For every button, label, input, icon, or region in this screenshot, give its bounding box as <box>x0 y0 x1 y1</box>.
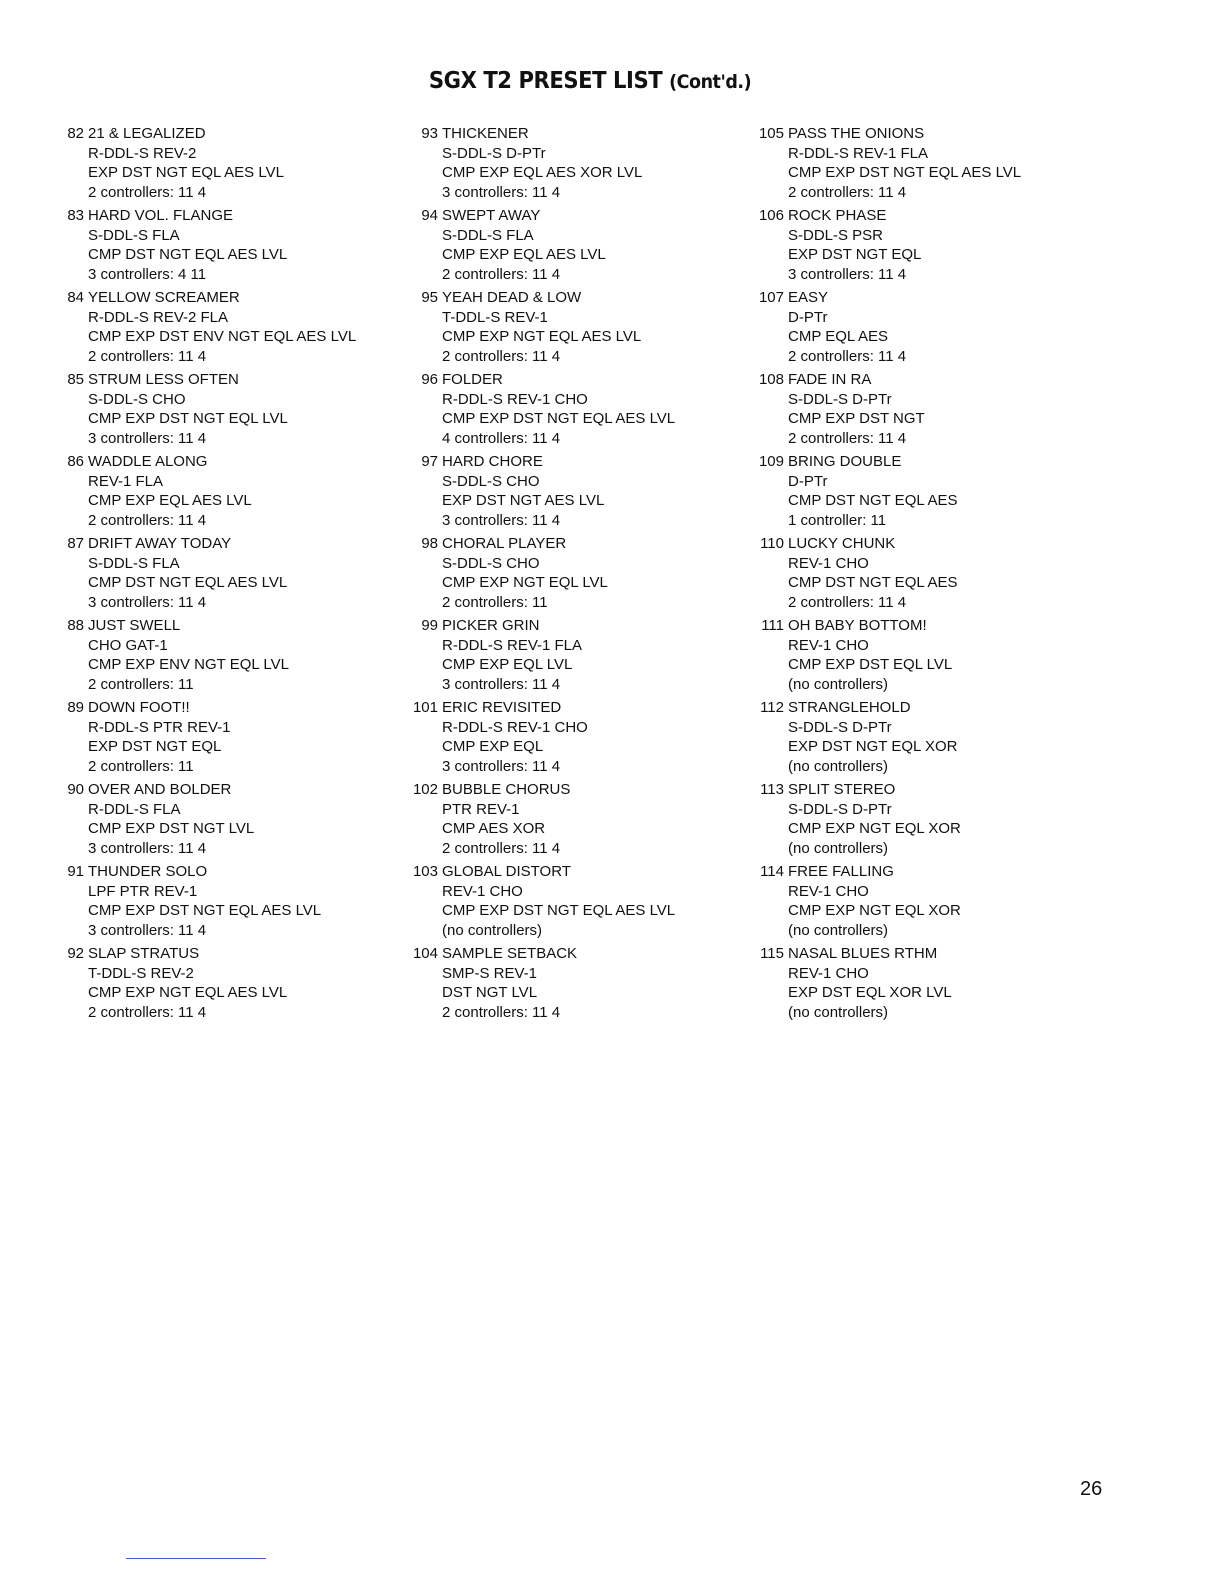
preset-name: HARD CHORE <box>442 453 543 470</box>
preset-entry <box>750 452 1110 530</box>
preset-effects: CMP EXP EQL AES LVL <box>88 492 252 509</box>
preset-routing: R-DDL-S REV-2 FLA <box>88 308 229 326</box>
preset-effects: EXP DST EQL XOR LVL <box>788 984 952 1001</box>
preset-routing: REV-1 CHO <box>788 554 869 572</box>
preset-number: 86 <box>67 453 84 470</box>
preset-entry <box>58 616 398 694</box>
preset-effects: CMP EXP DST NGT EQL AES LVL <box>88 902 322 919</box>
preset-details <box>442 452 740 530</box>
preset-routing: R-DDL-S REV-1 FLA <box>442 636 583 654</box>
preset-effects: CMP EXP DST NGT EQL AES LVL <box>788 164 1022 181</box>
preset-entry <box>750 124 1110 202</box>
preset-number: 82 <box>67 125 84 142</box>
preset-details <box>88 124 398 202</box>
preset-entry <box>404 370 740 448</box>
preset-details <box>788 698 1110 776</box>
preset-routing: R-DDL-S FLA <box>88 800 181 818</box>
preset-entry <box>404 206 740 284</box>
preset-details <box>788 206 1110 284</box>
preset-routing: S-DDL-S FLA <box>88 554 180 572</box>
preset-entry <box>404 944 740 1022</box>
preset-details <box>442 124 740 202</box>
preset-entry <box>404 124 740 202</box>
preset-controllers: 3 controllers: 11 4 <box>442 183 561 201</box>
preset-number: 88 <box>67 617 84 634</box>
preset-name: FREE FALLING <box>788 863 894 880</box>
preset-name: YEAH DEAD & LOW <box>442 289 582 306</box>
preset-entry <box>404 780 740 858</box>
preset-name: THICKENER <box>442 125 529 142</box>
preset-entry <box>58 698 398 776</box>
preset-name: BUBBLE CHORUS <box>442 781 571 798</box>
preset-details <box>788 452 1110 530</box>
preset-controllers: 2 controllers: 11 4 <box>442 839 561 857</box>
preset-controllers: (no controllers) <box>788 1003 889 1021</box>
preset-routing: R-DDL-S REV-1 CHO <box>442 718 588 736</box>
preset-number: 102 <box>412 781 438 798</box>
preset-name: PICKER GRIN <box>442 617 540 634</box>
preset-details <box>88 780 398 858</box>
preset-routing: S-DDL-S PSR <box>788 226 884 244</box>
preset-controllers: (no controllers) <box>788 675 889 693</box>
preset-number: 115 <box>760 945 784 962</box>
preset-details <box>88 616 398 694</box>
preset-number: 96 <box>421 371 438 388</box>
preset-effects: CMP EXP DST NGT EQL AES LVL <box>442 902 676 919</box>
preset-number: 104 <box>412 945 438 962</box>
preset-effects: CMP EXP EQL LVL <box>442 656 573 673</box>
page-title <box>47 68 1133 94</box>
preset-entry <box>404 288 740 366</box>
preset-effects: CMP EXP DST NGT EQL LVL <box>88 410 288 427</box>
preset-column-1 <box>58 124 398 1026</box>
preset-details <box>442 944 740 1022</box>
preset-name: LUCKY CHUNK <box>788 535 896 552</box>
preset-details <box>442 616 740 694</box>
preset-effects: CMP DST NGT EQL AES <box>788 574 958 591</box>
preset-effects: CMP EXP NGT EQL AES LVL <box>442 328 642 345</box>
preset-entry <box>750 534 1110 612</box>
preset-name: PASS THE ONIONS <box>788 125 925 142</box>
preset-details <box>788 124 1110 202</box>
preset-entry <box>404 452 740 530</box>
preset-name: OH BABY BOTTOM! <box>788 617 927 634</box>
preset-details <box>88 944 398 1022</box>
preset-entry <box>58 206 398 284</box>
preset-effects: CMP EXP DST ENV NGT EQL AES LVL <box>88 328 357 345</box>
preset-controllers: 2 controllers: 11 4 <box>88 347 207 365</box>
preset-number: 89 <box>67 699 84 716</box>
preset-name: DOWN FOOT!! <box>88 699 190 716</box>
preset-routing: PTR REV-1 <box>442 800 520 818</box>
preset-name: NASAL BLUES RTHM <box>788 945 938 962</box>
preset-entry <box>750 370 1110 448</box>
preset-name: DRIFT AWAY TODAY <box>88 535 232 552</box>
preset-name: 21 & LEGALIZED <box>88 125 206 142</box>
preset-number: 111 <box>761 617 784 634</box>
preset-controllers: (no controllers) <box>442 921 543 939</box>
preset-entry <box>58 862 398 940</box>
preset-details <box>442 780 740 858</box>
preset-number: 109 <box>758 453 784 470</box>
preset-entry <box>404 862 740 940</box>
preset-entry <box>750 206 1110 284</box>
preset-details <box>788 288 1110 366</box>
preset-number: 93 <box>421 125 438 142</box>
preset-details <box>442 288 740 366</box>
preset-controllers: 2 controllers: 11 <box>442 593 548 611</box>
preset-effects: CMP EXP NGT EQL AES LVL <box>88 984 288 1001</box>
preset-routing: REV-1 CHO <box>788 964 869 982</box>
preset-entry <box>750 780 1110 858</box>
footer-rule <box>126 1558 266 1559</box>
preset-details <box>88 452 398 530</box>
preset-details <box>88 288 398 366</box>
preset-routing: D-PTr <box>788 308 828 326</box>
preset-number: 106 <box>758 207 784 224</box>
preset-number: 83 <box>67 207 84 224</box>
preset-routing: CHO GAT-1 <box>88 636 168 654</box>
preset-name: FADE IN RA <box>788 371 872 388</box>
preset-entry <box>58 534 398 612</box>
preset-effects: EXP DST NGT EQL <box>788 246 922 263</box>
preset-name: SPLIT STEREO <box>788 781 896 798</box>
preset-routing: REV-1 CHO <box>788 636 869 654</box>
preset-name: EASY <box>788 289 829 306</box>
preset-number: 91 <box>67 863 84 880</box>
preset-controllers: (no controllers) <box>788 757 889 775</box>
preset-controllers: 3 controllers: 11 4 <box>442 675 561 693</box>
preset-name: GLOBAL DISTORT <box>442 863 571 880</box>
preset-name: YELLOW SCREAMER <box>88 289 240 306</box>
preset-entry <box>750 862 1110 940</box>
preset-details <box>88 534 398 612</box>
preset-number: 97 <box>421 453 438 470</box>
preset-effects: EXP DST NGT EQL <box>88 738 222 755</box>
preset-controllers: 4 controllers: 11 4 <box>442 429 561 447</box>
preset-details <box>788 862 1110 940</box>
preset-routing: R-DDL-S PTR REV-1 <box>88 718 231 736</box>
preset-controllers: 2 controllers: 11 4 <box>88 511 207 529</box>
preset-routing: S-DDL-S D-PTr <box>788 800 892 818</box>
preset-name: HARD VOL. FLANGE <box>88 207 234 224</box>
preset-details <box>788 944 1110 1022</box>
preset-name: STRANGLEHOLD <box>788 699 911 716</box>
preset-controllers: 2 controllers: 11 4 <box>788 183 907 201</box>
preset-number: 99 <box>421 617 438 634</box>
preset-number: 95 <box>421 289 438 306</box>
preset-routing: R-DDL-S REV-1 FLA <box>788 144 929 162</box>
preset-effects: CMP DST NGT EQL AES LVL <box>88 246 288 263</box>
preset-routing: T-DDL-S REV-2 <box>88 964 194 982</box>
preset-number: 112 <box>760 699 784 716</box>
preset-effects: EXP DST NGT EQL XOR <box>788 738 958 755</box>
preset-controllers: 3 controllers: 11 4 <box>88 839 207 857</box>
preset-controllers: 2 controllers: 11 4 <box>788 429 907 447</box>
preset-number: 90 <box>67 781 84 798</box>
preset-entry <box>750 288 1110 366</box>
preset-name: OVER AND BOLDER <box>88 781 232 798</box>
preset-controllers: 3 controllers: 11 4 <box>442 511 561 529</box>
preset-number: 105 <box>758 125 784 142</box>
preset-routing: SMP-S REV-1 <box>442 964 538 982</box>
preset-details <box>88 698 398 776</box>
preset-effects: CMP EXP ENV NGT EQL LVL <box>88 656 289 673</box>
preset-routing: S-DDL-S FLA <box>88 226 180 244</box>
preset-details <box>788 780 1110 858</box>
preset-number: 84 <box>67 289 84 306</box>
preset-effects: CMP DST NGT EQL AES <box>788 492 958 509</box>
preset-name: JUST SWELL <box>88 617 181 634</box>
preset-effects: CMP DST NGT EQL AES LVL <box>88 574 288 591</box>
preset-entry <box>58 452 398 530</box>
preset-entry <box>750 698 1110 776</box>
preset-routing: D-PTr <box>788 472 828 490</box>
preset-controllers: 2 controllers: 11 4 <box>88 1003 207 1021</box>
preset-controllers: 3 controllers: 4 11 <box>88 265 207 283</box>
preset-routing: S-DDL-S D-PTr <box>788 718 892 736</box>
preset-number: 114 <box>760 863 784 880</box>
preset-name: SLAP STRATUS <box>88 945 200 962</box>
preset-name: SAMPLE SETBACK <box>442 945 578 962</box>
preset-routing: S-DDL-S D-PTr <box>442 144 546 162</box>
preset-number: 110 <box>760 535 784 552</box>
preset-number: 92 <box>67 945 84 962</box>
preset-effects: CMP EXP DST EQL LVL <box>788 656 953 673</box>
preset-details <box>88 862 398 940</box>
preset-entry <box>404 698 740 776</box>
preset-routing: S-DDL-S D-PTr <box>788 390 892 408</box>
preset-details <box>788 616 1110 694</box>
preset-name: CHORAL PLAYER <box>442 535 567 552</box>
preset-effects: CMP EXP NGT EQL XOR <box>788 820 961 837</box>
preset-effects: EXP DST NGT AES LVL <box>442 492 605 509</box>
preset-routing: S-DDL-S CHO <box>442 472 540 490</box>
preset-details <box>442 206 740 284</box>
preset-controllers: 2 controllers: 11 4 <box>788 347 907 365</box>
page-title-suffix: (Cont'd.) <box>669 71 752 93</box>
preset-routing: R-DDL-S REV-2 <box>88 144 197 162</box>
preset-number: 94 <box>421 207 438 224</box>
page-title-main: SGX T2 PRESET LIST <box>428 68 663 94</box>
preset-column-2 <box>404 124 740 1026</box>
preset-controllers: 2 controllers: 11 4 <box>442 1003 561 1021</box>
preset-controllers: 2 controllers: 11 4 <box>788 593 907 611</box>
preset-number: 85 <box>67 371 84 388</box>
preset-details <box>88 206 398 284</box>
preset-entry <box>58 780 398 858</box>
preset-number: 103 <box>412 863 438 880</box>
preset-effects: CMP EXP DST NGT LVL <box>88 820 255 837</box>
preset-effects: CMP EXP EQL <box>442 738 544 755</box>
page-number: 26 <box>1080 1478 1103 1500</box>
preset-controllers: 3 controllers: 11 4 <box>88 593 207 611</box>
preset-entry <box>404 534 740 612</box>
preset-effects: CMP EXP EQL AES LVL <box>442 246 606 263</box>
preset-controllers: 2 controllers: 11 <box>88 757 194 775</box>
preset-effects: CMP AES XOR <box>442 820 546 837</box>
preset-number: 98 <box>421 535 438 552</box>
preset-entry <box>750 944 1110 1022</box>
preset-number: 107 <box>758 289 784 306</box>
preset-routing: S-DDL-S CHO <box>88 390 186 408</box>
preset-effects: CMP EXP DST NGT EQL AES LVL <box>442 410 676 427</box>
preset-name: BRING DOUBLE <box>788 453 902 470</box>
preset-controllers: 3 controllers: 11 4 <box>88 429 207 447</box>
preset-effects: CMP EXP NGT EQL XOR <box>788 902 961 919</box>
preset-details <box>788 534 1110 612</box>
preset-controllers: (no controllers) <box>788 839 889 857</box>
preset-controllers: 2 controllers: 11 4 <box>442 265 561 283</box>
preset-details <box>788 370 1110 448</box>
preset-routing: S-DDL-S CHO <box>442 554 540 572</box>
preset-effects: DST NGT LVL <box>442 984 538 1001</box>
preset-details <box>88 370 398 448</box>
preset-controllers: 3 controllers: 11 4 <box>88 921 207 939</box>
preset-name: THUNDER SOLO <box>88 863 208 880</box>
preset-column-3 <box>750 124 1110 1026</box>
preset-routing: R-DDL-S REV-1 CHO <box>442 390 588 408</box>
preset-details <box>442 370 740 448</box>
preset-routing: S-DDL-S FLA <box>442 226 534 244</box>
preset-routing: REV-1 CHO <box>788 882 869 900</box>
preset-name: STRUM LESS OFTEN <box>88 371 239 388</box>
preset-routing: REV-1 FLA <box>88 472 164 490</box>
preset-name: FOLDER <box>442 371 503 388</box>
preset-number: 87 <box>67 535 84 552</box>
preset-controllers: 2 controllers: 11 4 <box>88 183 207 201</box>
preset-routing: LPF PTR REV-1 <box>88 882 198 900</box>
preset-entry <box>58 124 398 202</box>
preset-name: SWEPT AWAY <box>442 207 541 224</box>
preset-effects: CMP EXP NGT EQL LVL <box>442 574 608 591</box>
preset-controllers: 3 controllers: 11 4 <box>788 265 907 283</box>
preset-entry <box>58 288 398 366</box>
preset-effects: EXP DST NGT EQL AES LVL <box>88 164 284 181</box>
preset-effects: CMP EXP EQL AES XOR LVL <box>442 164 643 181</box>
preset-number: 113 <box>760 781 784 798</box>
preset-controllers: (no controllers) <box>788 921 889 939</box>
preset-number: 108 <box>758 371 784 388</box>
preset-routing: REV-1 CHO <box>442 882 523 900</box>
preset-controllers: 1 controller: 11 <box>788 511 887 529</box>
preset-effects: CMP EQL AES <box>788 328 889 345</box>
preset-entry <box>404 616 740 694</box>
preset-name: ROCK PHASE <box>788 207 887 224</box>
preset-controllers: 2 controllers: 11 <box>88 675 194 693</box>
preset-name: WADDLE ALONG <box>88 453 208 470</box>
preset-details <box>442 534 740 612</box>
preset-number: 101 <box>412 699 438 716</box>
preset-entry <box>58 370 398 448</box>
preset-name: ERIC REVISITED <box>442 699 562 716</box>
preset-details <box>442 698 740 776</box>
preset-details <box>442 862 740 940</box>
preset-routing: T-DDL-S REV-1 <box>442 308 548 326</box>
preset-controllers: 2 controllers: 11 4 <box>442 347 561 365</box>
preset-controllers: 3 controllers: 11 4 <box>442 757 561 775</box>
preset-effects: CMP EXP DST NGT <box>788 410 925 427</box>
preset-entry <box>750 616 1110 694</box>
preset-entry <box>58 944 398 1022</box>
